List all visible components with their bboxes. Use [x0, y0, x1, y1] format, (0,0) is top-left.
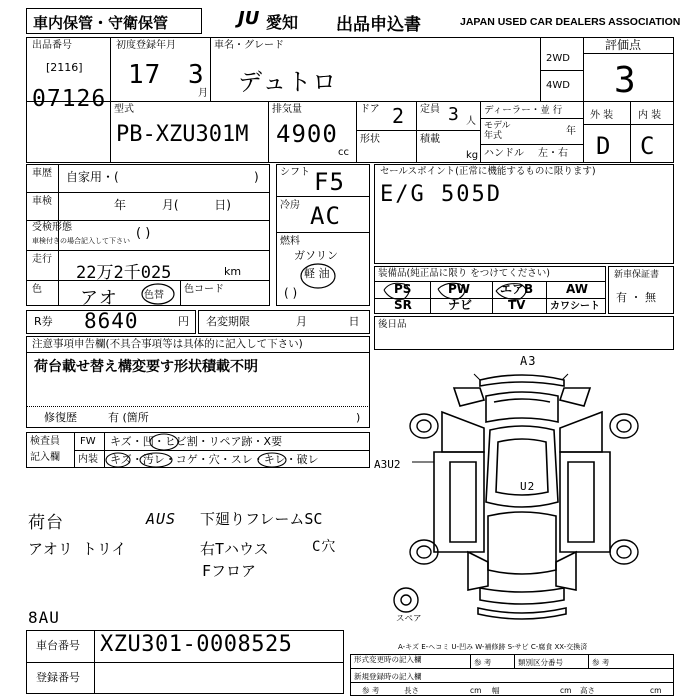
displacement-label: 排気量: [272, 104, 302, 115]
divider: [583, 53, 674, 54]
shift-value: F5: [314, 168, 345, 196]
inspector-label-2: 記入欄: [30, 452, 60, 463]
divider: [480, 118, 583, 119]
divider: [26, 220, 270, 221]
color-code-label: 色コード: [184, 284, 224, 295]
width-unit: cm: [560, 686, 572, 695]
displacement-value: 4900: [276, 120, 338, 148]
spare-label: スペア: [396, 614, 422, 624]
divider: [470, 654, 471, 668]
chassis-number: XZU301-0008525: [100, 632, 293, 657]
divider: [26, 662, 344, 663]
equip-sr: SR: [394, 298, 412, 312]
divider: [350, 682, 674, 683]
load-label: 積載: [420, 134, 440, 145]
dims-ref: 参 考: [362, 686, 380, 695]
notes-body: 荷台載せ替え構変要す形状積載不明: [34, 359, 258, 375]
fuel-diesel: 軽 油: [304, 267, 330, 280]
lot-label: 出品番号: [32, 40, 72, 51]
divider: [480, 144, 583, 145]
equip-ps: PS: [394, 282, 412, 296]
color-value: アオ: [80, 288, 118, 309]
repair-close: ): [356, 411, 361, 424]
sales-box: [374, 164, 674, 264]
first-reg-month-unit: 月: [198, 88, 208, 99]
shift-label: シフト: [280, 167, 310, 178]
divider: [356, 130, 480, 131]
divider: [110, 37, 111, 163]
rating-label: 評価点: [605, 38, 642, 52]
first-reg-label: 初度登録年月: [116, 40, 176, 51]
divider: [514, 654, 515, 668]
length-unit: cm: [470, 686, 482, 695]
damage-legend: A-キズ E-ヘコミ U-凹み W-補修跡 S-サビ C-腐食 XX-交換済: [398, 643, 588, 651]
category-ref: 参 考: [592, 658, 610, 667]
notes-header: 注意事項申告欄(不具合事項等は具体的に記入して下さい): [32, 338, 303, 350]
divider: [583, 124, 674, 125]
reception-label: 受検形態: [32, 222, 72, 233]
ju-logo: JU: [238, 8, 260, 29]
drive-2wd: 2WD: [546, 53, 570, 64]
mileage-value: 22万2千025: [76, 263, 172, 283]
divider: [583, 37, 584, 163]
sales-value: E/G 505D: [380, 182, 502, 207]
inspection-label: 車検: [32, 196, 52, 207]
divider: [416, 101, 417, 163]
lot-number: 07126: [32, 86, 107, 112]
divider: [26, 352, 370, 353]
divider: [276, 196, 370, 197]
shape-change-ref: 参 考: [474, 658, 492, 667]
divider: [540, 70, 583, 71]
remark-tire-house: 右Tハウス: [200, 540, 269, 558]
equipment-label: 装備品(純正品に限り をつけてください): [378, 268, 550, 279]
transfer-value: 月 日: [296, 315, 360, 328]
later-label: 後日品: [378, 319, 407, 330]
recycle-value: 8640: [84, 309, 139, 333]
vehicle-diagram: [372, 352, 676, 652]
lot-sub: [2116]: [46, 61, 83, 74]
divider: [350, 668, 674, 669]
equip-pw: PW: [448, 282, 471, 296]
length-label: 長さ: [404, 686, 419, 695]
handle-label: ハンドル: [484, 148, 524, 159]
divider: [268, 101, 269, 163]
car-name: デュトロ: [238, 68, 338, 96]
remark-frame: 下廻りフレームSC: [200, 510, 323, 528]
divider: [58, 164, 59, 306]
divider: [26, 406, 370, 407]
equip-tv: TV: [508, 298, 526, 312]
mileage-unit: km: [224, 265, 242, 278]
first-reg-year: 17: [128, 60, 162, 90]
equip-navi: ナビ: [448, 298, 473, 312]
color-change: 色替: [144, 290, 164, 301]
color-label: 色: [32, 284, 42, 295]
inspection-value: 年 月( 日): [114, 198, 231, 212]
sales-label: セールスポイント(正常に機能するものに限ります): [380, 166, 596, 177]
door-value: 2: [392, 104, 406, 128]
remark-cargo: 荷台: [28, 513, 64, 533]
shape-change-label: 形式変更時の記入欄: [354, 655, 422, 664]
fuel-gasoline: ガソリン: [294, 249, 338, 262]
interior-inspect-label: 内装: [78, 454, 98, 465]
seats-label: 定員: [420, 104, 440, 115]
new-reg-label: 新規登録時の記入欄: [354, 672, 422, 681]
remark-hole: C穴: [312, 539, 337, 555]
category-label: 類別区分番号: [518, 658, 563, 667]
equipment-marks: [380, 280, 550, 302]
width-label: 幅: [492, 686, 500, 695]
diagram-mark-u2: U2: [520, 480, 536, 493]
ac-label: 冷房: [280, 200, 300, 211]
model-label: 型式: [114, 104, 134, 115]
fuel-bracket: ( ): [284, 286, 298, 300]
storage-title: 車内保管・守衛保管: [33, 14, 169, 32]
recycle-label: R券: [34, 315, 53, 328]
history-value: 自家用・(: [66, 170, 119, 184]
reception-value: ( ): [136, 226, 151, 241]
form-title: 出品申込書: [336, 15, 421, 35]
drive-4wd: 4WD: [546, 80, 570, 91]
remark-8au: 8AU: [28, 608, 60, 627]
divider: [26, 192, 270, 193]
height-label: 高さ: [580, 686, 595, 695]
later-box: [374, 316, 674, 350]
fuel-label: 燃料: [280, 236, 300, 247]
interior-grade: C: [640, 132, 656, 160]
registration-label: 登録番号: [36, 671, 80, 684]
displacement-unit: cc: [338, 147, 349, 158]
org-name: 愛知: [266, 13, 299, 32]
warranty-label: 新車保証書: [614, 270, 660, 280]
remark-floor: Fフロア: [202, 562, 257, 580]
car-name-label: 車名・グレード: [214, 40, 284, 51]
reception-sub: 車検付きの場合記入して下さい: [32, 237, 130, 245]
repair-value: 有 (箇所: [108, 411, 149, 424]
dealer-label: ディーラー・並 行: [484, 105, 563, 116]
model-year-unit: 年: [566, 126, 576, 137]
storage-title-box: [26, 8, 202, 34]
mileage-label: 走行: [32, 254, 52, 265]
association-name: JAPAN USED CAR DEALERS ASSOCIATION: [460, 16, 681, 28]
transfer-label: 名変期限: [206, 315, 250, 328]
history-label: 車歴: [32, 168, 52, 179]
divider: [588, 654, 589, 668]
divider: [630, 101, 631, 163]
seats-value: 3: [448, 104, 460, 125]
equip-airbag: エアB: [500, 282, 534, 296]
remark-gate: アオリ トリイ: [28, 540, 127, 558]
diagram-mark-a3u2: A3U2: [374, 458, 401, 471]
model-code: PB-XZU301M: [116, 122, 249, 147]
equip-seat: カワシート: [550, 301, 600, 312]
inspector-label: 検査員: [30, 436, 60, 447]
divider: [356, 101, 357, 163]
fuel-circle: [296, 262, 336, 290]
interior-inspect-items: キズ・汚レ・コゲ・穴・スレ・キレ・破レ: [110, 453, 319, 466]
divider: [540, 37, 541, 101]
divider: [276, 232, 370, 233]
color-change-circle: [140, 282, 176, 306]
fw-label: FW: [80, 436, 96, 447]
exterior-grade: D: [596, 132, 612, 160]
seats-unit: 人: [466, 116, 476, 127]
handle-value: 左・右: [538, 148, 568, 159]
history-close: ): [254, 170, 259, 184]
height-unit: cm: [650, 686, 662, 695]
remark-aus: AUS: [146, 510, 177, 528]
ac-value: AC: [310, 202, 341, 230]
divider: [210, 37, 211, 101]
warranty-value: 有 ・ 無: [616, 291, 656, 304]
interior-label: 内 装: [638, 110, 662, 121]
model-year-label: モデル年式: [484, 121, 511, 141]
door-label: ドア: [360, 104, 380, 115]
divider: [26, 101, 674, 102]
repair-label: 修復歴: [44, 411, 77, 424]
divider: [180, 280, 181, 306]
first-reg-month: 3: [188, 60, 205, 90]
equip-aw: AW: [566, 282, 588, 296]
fw-items: キズ・凹・ヒビ割・リペア跡・X要: [110, 435, 283, 448]
exterior-label: 外 装: [590, 110, 614, 121]
diagram-mark-a3: A3: [520, 354, 537, 368]
divider: [480, 101, 481, 163]
divider: [26, 250, 270, 251]
load-unit: kg: [466, 150, 479, 161]
inspector-marks: [104, 432, 374, 468]
recycle-unit: 円: [178, 315, 189, 328]
rating-value: 3: [614, 60, 637, 101]
shape-label: 形状: [360, 134, 380, 145]
chassis-label: 車台番号: [36, 639, 80, 652]
